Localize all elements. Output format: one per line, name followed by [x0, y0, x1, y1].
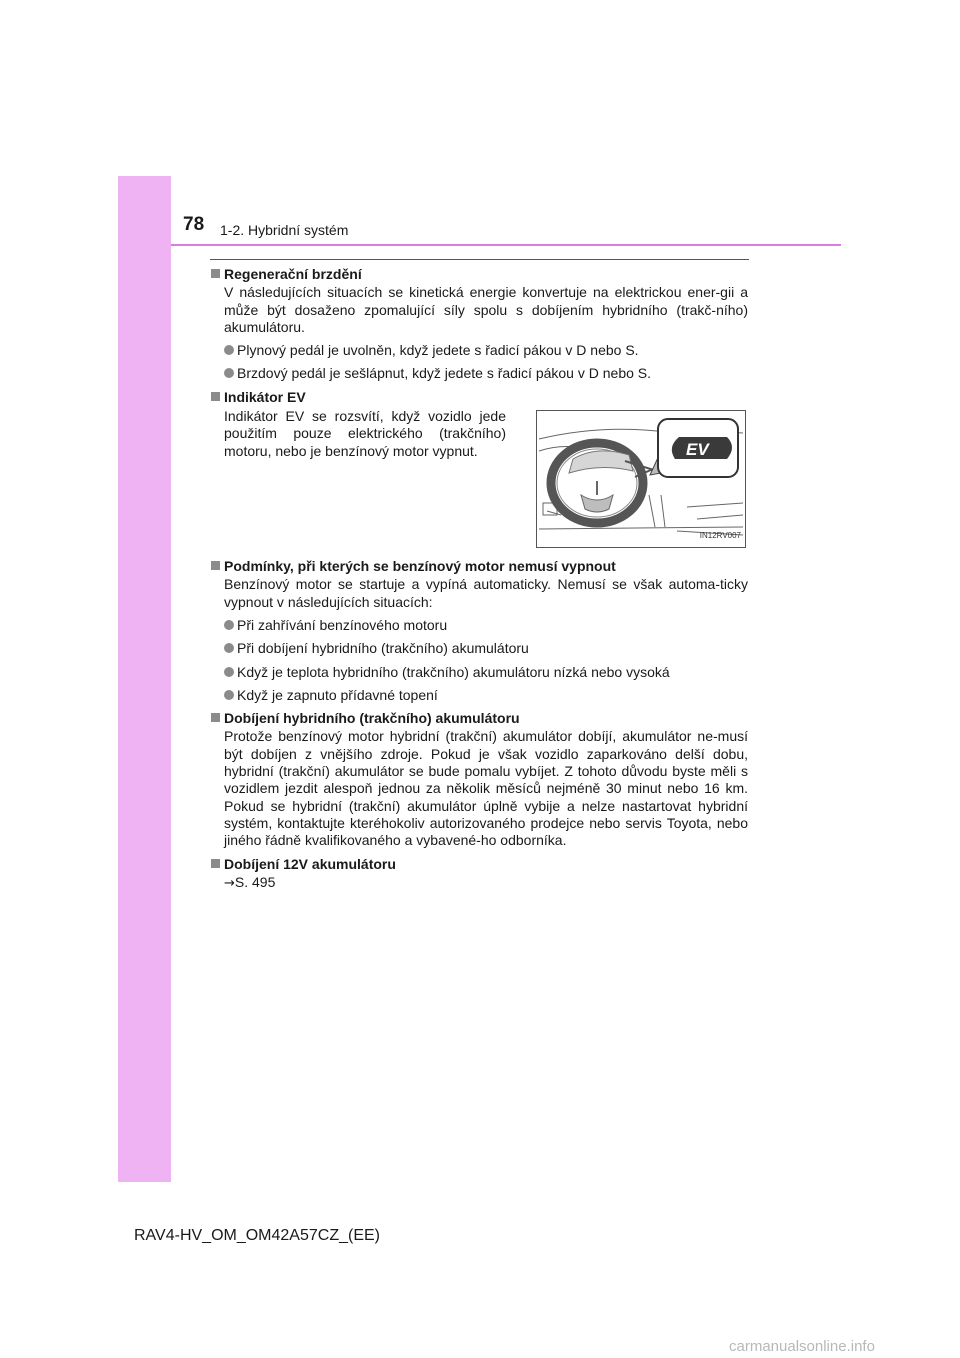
bullet-icon — [224, 667, 234, 677]
square-marker-icon — [211, 561, 220, 570]
square-marker-icon — [211, 392, 220, 401]
list-item: Brzdový pedál je sešlápnut, když jedete s řadicí pákou v D nebo S. — [210, 365, 748, 382]
square-marker-icon — [211, 859, 220, 868]
section-title-engine: Podmínky, při kterých se benzínový motor nemusí vypnout — [210, 558, 748, 575]
bullet-icon — [224, 690, 234, 700]
page-number: 78 — [183, 214, 205, 235]
list-item: Když je zapnuto přídavné topení — [210, 687, 748, 704]
section-title-charging: Dobíjení hybridního (trakčního) akumulátoru — [210, 710, 748, 727]
arrow-right-icon: → — [224, 875, 235, 891]
page-reference-link[interactable]: S. 495 — [234, 873, 276, 890]
section-body-ev: Indikátor EV se rozsvítí, když vozidlo jede použitím pouze elektrického (trakčního) motoru, nebo je benzínový motor vypnut. — [224, 408, 506, 459]
ev-indicator-figure — [536, 410, 746, 548]
square-marker-icon — [211, 269, 220, 278]
figure-code: IN12RV007 — [699, 530, 741, 540]
page-content — [210, 266, 748, 892]
page-reference — [210, 874, 748, 892]
header-rule — [171, 244, 841, 246]
section-body-engine: Benzínový motor se startuje a vypíná automaticky. Nemusí se však automa-ticky vypnout v následujících situacích: — [224, 576, 748, 610]
bullet-icon — [224, 643, 234, 653]
ev-indicator-label: EV — [686, 440, 709, 460]
document-code: RAV4-HV_OM_OM42A57CZ_(EE) — [134, 1227, 380, 1244]
section-body-charging: Protože benzínový motor hybridní (trakční) akumulátor dobíjí, akumulátor ne-musí být dobíjen z vnějšího zdroje. Pokud je však vozidlo zaparkováno delší dobu, hybridní (trakční) akumulátor se bude pomalu vybíjet. Z tohoto důvodu byste měli s vozidlem jezdit alespoň jednou za několik měsíců nejméně 30 minut nebo 16 km. Pokud se hybridní (trakční) akumulátor úplně vybije a nelze nastartovat hybridní systém, kontaktujte kteréhokoliv autorizovaného prodejce nebo servis Toyota, nebo jiného řádně kvalifikovaného a vybavené-ho odborníka. — [224, 728, 748, 849]
bullet-icon — [224, 368, 234, 378]
list-item: Když je teplota hybridního (trakčního) akumulátoru nízká nebo vysoká — [210, 664, 748, 681]
list-item: Při dobíjení hybridního (trakčního) akumulátoru — [210, 640, 748, 657]
section-title-ev: Indikátor EV — [210, 389, 748, 406]
list-item: Plynový pedál je uvolněn, když jedete s řadicí pákou v D nebo S. — [210, 342, 748, 359]
section-title-regen: Regenerační brzdění — [210, 266, 748, 283]
bullet-icon — [224, 620, 234, 630]
bullet-icon — [224, 345, 234, 355]
section-rule — [210, 259, 749, 260]
list-item: Při zahřívání benzínového motoru — [210, 617, 748, 634]
chapter-title: 1-2. Hybridní systém — [220, 222, 349, 238]
chapter-side-tab — [118, 176, 171, 1182]
section-body-regen: V následujících situacích se kinetická energie konvertuje na elektrickou ener-gii a může být dosaženo zpomalující síly spolu s dobíjením hybridního (trakč-ního) akumulátoru. — [224, 284, 748, 335]
square-marker-icon — [211, 713, 220, 722]
site-watermark: carmanualsonline.info — [729, 1338, 875, 1355]
section-title-battery12: Dobíjení 12V akumulátoru — [210, 856, 748, 873]
ev-block — [210, 408, 748, 548]
